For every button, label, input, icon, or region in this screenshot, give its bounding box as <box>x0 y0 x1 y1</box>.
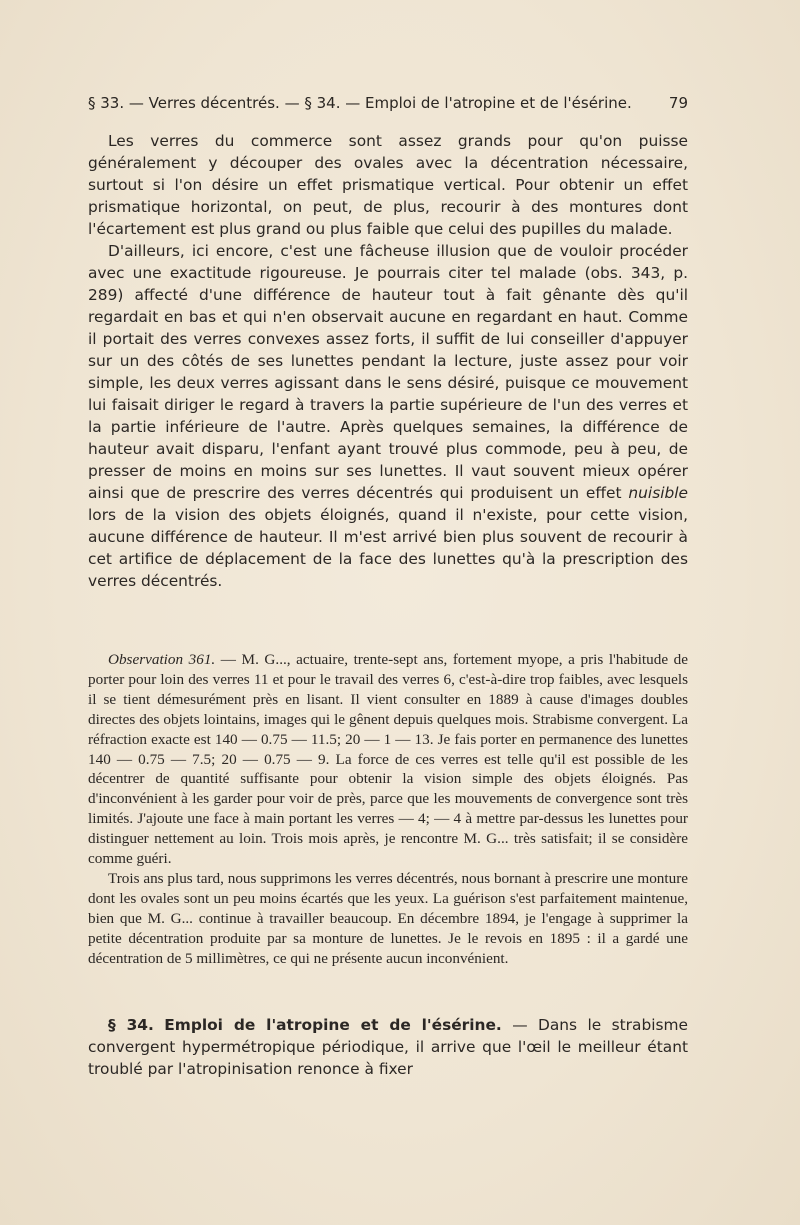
page-header <box>88 94 688 116</box>
observation-block <box>88 650 688 969</box>
observation-text: — M. G..., actuaire, trente-sept ans, fortement myope, a pris l'habitude de porter pour loin des verres 11 et pour le travail des verres 6, c'est-à-dire trop faibles, avec lesquels il se tient démesurément près en lisant. Il vient consulter en 1889 à cause d'images doubles directes des objets lointains, images qui le gênent depuis quelques mois. Strabisme convergent. La réfraction exacte est 140 — 0.75 — 11.5; 20 — 1 — 13. Je fais porter en permanence des lunettes 140 — 0.75 — 7.5; 20 — 0.75 — 9. La force de ces verres est telle qu'il est possible de les décentrer de quantité suffisante pour obtenir la vision simple des objets éloignés. Pas d'inconvénient à les garder pour voir de près, parce que les mouvements de convergence sont très limités. J'ajoute une face à main portant les verres — 4; — 4 à mettre par-dessus les lunettes pour distinguer nettement au loin. Trois mois après, je rencontre M. G... très satisfait; il se considère comme guéri. <box>88 651 688 868</box>
paragraph <box>88 130 688 240</box>
paragraph-text: Les verres du commerce sont assez grands pour qu'on puisse généralement y découper des ovales avec la décentration nécessaire, surtout si l'on désire un effet prismatique vertical. Pour obtenir un effet prismatique horizontal, on peut, de plus, recourir à des montures dont l'écartement est plus grand ou plus faible que celui des pupilles du malade. <box>88 132 688 238</box>
observation-title: Observation 361. <box>108 651 216 668</box>
observation-text: Trois ans plus tard, nous supprimons les verres décentrés, nous bornant à prescrire une monture dont les ovales sont un peu moins écartés que les yeux. La guérison s'est parfaitement maintenue, bien que M. G... continue à travailler beaucoup. En décembre 1894, je l'engage à supprimer la petite décentration produite par sa monture de lunettes. Je le revois en 1895 : il a gardé une décentration de 5 millimètres, ce qui ne présente aucun inconvénient. <box>88 869 688 967</box>
section-number: § 34. <box>108 1016 154 1034</box>
paragraph <box>88 240 688 592</box>
section-text: — Dans le strabisme convergent hypermétropique périodique, il arrive que l'œil le meilleur étant troublé par l'atropinisation renonce à fixer <box>88 1016 688 1078</box>
paragraph-text: D'ailleurs, ici encore, c'est une fâcheuse illusion que de vouloir procéder avec une exactitude rigoureuse. Je pourrais citer tel malade (obs. 343, p. 289) affecté d'une différence de hauteur tout à fait gênante dès qu'il regardait en bas et qui n'en observait aucune en regardant en haut. Comme il portait des verres convexes assez forts, il suffit de lui conseiller d'appuyer sur un des côtés de ses lunettes pendant la lecture, juste assez pour voir simple, les deux verres agissant dans le sens désiré, puisque ce mouvement lui faisait diriger le regard à travers la partie supérieure de l'un des verres et la partie inférieure de l'autre. Après quelques semaines, la différence de hauteur avait disparu, l'enfant ayant trouvé plus commode, peu à peu, de presser de moins en moins sur ses lunettes. Il vaut souvent mieux opérer ainsi que de prescrire des verres décentrés qui produisent un effet <box>88 242 688 502</box>
observation-paragraph <box>88 650 688 869</box>
section-paragraph <box>88 1014 688 1080</box>
page-number: 79 <box>668 94 688 112</box>
running-title: § 33. — Verres décentrés. — § 34. — Emploi de l'atropine et de l'ésérine. <box>88 94 632 112</box>
emphasized-word: nuisible <box>628 484 688 502</box>
section-title: Emploi de l'atropine et de l'ésérine. <box>164 1016 502 1034</box>
main-text <box>88 130 688 592</box>
section-block <box>88 1014 688 1080</box>
observation-paragraph <box>88 869 688 969</box>
paragraph-text: lors de la vision des objets éloignés, quand il n'existe, pour cette vision, aucune différence de hauteur. Il m'est arrivé bien plus souvent de recourir à cet artifice de déplacement de la face des lunettes qu'à la prescription des verres décentrés. <box>88 506 688 590</box>
